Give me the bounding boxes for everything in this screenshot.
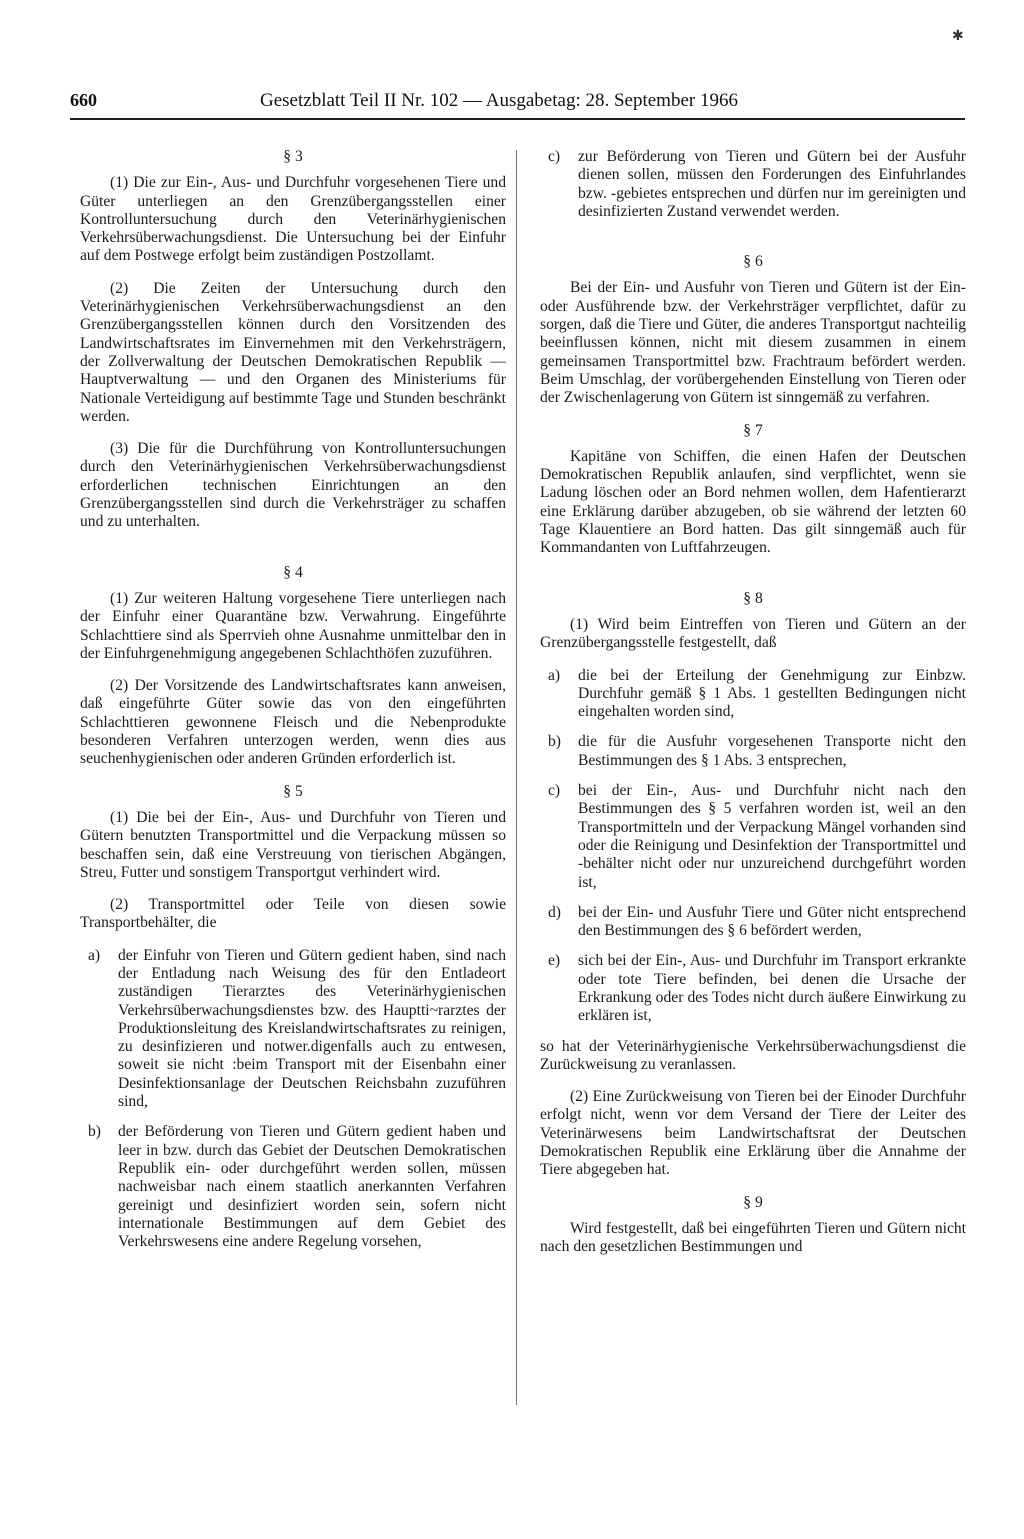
section-8-paragraph-1-conclusion: so hat der Veterinärhygienische Verkehrsüberwachungsdienst die Zurückweisung zu veranlassen. xyxy=(540,1037,966,1073)
section-8-title: § 8 xyxy=(743,589,763,607)
section-4-paragraph-1: (1) Zur weiteren Haltung vorgesehene Tiere unterliegen nach der Einfuhr einer Quarantäne bzw. Verwahrung. Eingeführte Schlachttiere sind als Sperrvieh ohne Ausnahme unmittelbar den in der Einfuhrgenehmigung angegebenen Schlachthöfen zuzuführen. xyxy=(80,589,506,662)
section-8-item-c xyxy=(548,782,966,892)
item-label: d) xyxy=(548,903,561,921)
section-3-title: § 3 xyxy=(283,148,303,165)
item-text: zur Beförderung von Tieren und Gütern bei der Ausfuhr dienen sollen, müssen den Forderungen des Einfuhrlandes bzw. -gebietes entsprechen und dürfen nur im gereinigten und desinfizierten Zustand verwendet werden. xyxy=(578,148,966,220)
section-8-paragraph-1: (1) Wird beim Eintreffen von Tieren und Gütern an der Grenzübergangsstelle festgestellt, daß xyxy=(540,615,966,652)
item-label: a) xyxy=(88,946,101,964)
section-9-title: § 9 xyxy=(743,1193,763,1211)
section-5-paragraph-2: (2) Transportmittel oder Teile von diesen sowie Transportbehälter, die xyxy=(80,896,506,932)
header-title: Gesetzblatt Teil II Nr. 102 — Ausgabetag: 28. September 1966 xyxy=(260,90,738,111)
item-text: bei der Ein-, Aus- und Durchfuhr nicht nach den Bestimmungen des § 5 verfahren worden ist, weil an den Transportmitteln und der Verpackung Mängel vorhanden sind oder die Reinigung und Desinfektion der Transportmittel und -behälter nicht oder nur unzureichend durchgeführt worden ist, xyxy=(578,782,966,891)
section-5-title: § 5 xyxy=(283,782,303,800)
item-text: die bei der Erteilung der Genehmigung zur Einbzw. Durchfuhr gemäß § 1 Abs. 1 gestellten Bedingungen nicht eingehalten worden sind, xyxy=(578,666,966,721)
section-5-item-b xyxy=(88,1123,506,1251)
section-3-paragraph-1: (1) Die zur Ein-, Aus- und Durchfuhr vorgesehenen Tiere und Güter unterliegen an den Grenzübergangsstellen einer Kontrolluntersuchung durch den Veterinärhygienischen Verkehrsüberwachungsdienst. Die Untersuchung bei der Einfuhr auf dem Postwege erfolgt beim zuständigen Postzollamt. xyxy=(80,174,506,265)
item-text: sich bei der Ein-, Aus- und Durchfuhr im Transport erkrankte oder tote Tiere befinden, bei denen die Ursache der Erkrankung oder des Todes nicht durch äußere Einwirkung zu erklären ist, xyxy=(578,952,966,1025)
right-column xyxy=(540,148,966,1271)
page-number: 660 xyxy=(70,90,97,110)
section-8-paragraph-2: (2) Eine Zurückweisung von Tieren bei der Einoder Durchfuhr erfolgt nicht, wenn vor dem Versand der Tiere der Leiter des Veterinärwesens beim Landwirtschaftsrat der Deutschen Demokratischen Republik eine Erklärung über die Annahme der Tiere abgegeben hat. xyxy=(540,1088,966,1179)
item-label: b) xyxy=(548,733,561,751)
section-7-title: § 7 xyxy=(743,421,763,439)
column-divider xyxy=(516,150,517,1405)
item-text: die für die Ausfuhr vorgesehenen Transporte nicht den Bestimmungen des § 1 Abs. 3 entsprechen, xyxy=(578,733,966,769)
section-3-paragraph-3: (3) Die für die Durchführung von Kontrolluntersuchungen durch den Veterinärhygienischen Verkehrsüberwachungsdienst erforderlichen technischen Einrichtungen an den Grenzübergangsstellen sind durch die Verkehrsträger zu schaffen und zu unterhalten. xyxy=(80,440,506,531)
section-5-item-a xyxy=(88,947,506,1112)
section-5-item-c xyxy=(548,148,966,221)
page-header xyxy=(70,90,965,116)
item-text: der Einfuhr von Tieren und Gütern gedient haben, sind nach der Entladung nach Weisung des für den Entladeort zuständigen Tierarztes des Veterinärhygienischen Verkehrsüberwachungsdienstes bzw. des Hauptti~rarztes der Produktionsleitung des Kreislandwirtschaftsrates zu reinigen, zu desinfizieren und notwer.digenfalls auch zu entwesen, soweit sie nicht :beim Transport mit der Eisenbahn einer Desinfektionsanlage der Deutschen Reichsbahn zuzuführen sind, xyxy=(118,946,506,1111)
ink-speck-mark: ✱ xyxy=(952,28,964,44)
item-label: b) xyxy=(88,1123,101,1141)
item-text: bei der Ein- und Ausfuhr Tiere und Güter nicht entsprechend den Bestimmungen des § 6 befördert werden, xyxy=(578,903,966,940)
item-label: a) xyxy=(548,666,561,684)
section-8-item-e xyxy=(548,952,966,1025)
section-4-title: § 4 xyxy=(283,563,303,581)
section-8-item-a xyxy=(548,667,966,722)
section-7-paragraph-1: Kapitäne von Schiffen, die einen Hafen der Deutschen Demokratischen Republik anlaufen, sind verpflichtet, wenn sie Ladung löschen oder an Bord nehmen wollen, dem Hafentierarzt eine Erklärung darüber abzugeben, ob sie während der letzten 60 Tage Klauentiere an Bord hatten. Das gilt sinngemäß auch für Kommandanten von Luftfahrzeugen. xyxy=(540,447,966,557)
section-5-paragraph-1: (1) Die bei der Ein-, Aus- und Durchfuhr von Tieren und Gütern benutzten Transportmittel und die Verpackung müssen so beschaffen sein, daß eine Verstreuung von tierischen Abgängen, Streu, Futter und sonstigem Transportgut verhindert wird. xyxy=(80,808,506,881)
section-3-paragraph-2: (2) Die Zeiten der Untersuchung durch den Veterinärhygienischen Verkehrsüberwachungsdienst an den Grenzübergangsstellen können durch den Vorsitzenden des Landwirtschaftsrates im Einvernehmen mit den Verkehrsträgern, der Zollverwaltung der Deutschen Demokratischen Republik — Hauptverwaltung — und den Organen des Ministeriums für Nationale Verteidigung auf bestimmte Tage und Stunden beschränkt werden. xyxy=(80,279,506,425)
section-9-paragraph-1: Wird festgestellt, daß bei eingeführten Tieren und Gütern nicht nach den gesetzlichen Bestimmungen und xyxy=(540,1219,966,1256)
section-6-title: § 6 xyxy=(743,253,763,271)
header-rule xyxy=(70,118,965,120)
item-text: der Beförderung von Tieren und Gütern gedient haben und leer in bzw. durch das Gebiet der Deutschen Demokratischen Republik ein- oder durchgeführt werden sollen, müssen nachweisbar nach einem staatlich anerkannten Verfahren gereinigt und desinfiziert worden sein, sofern nicht internationale Bestimmungen auf dem Gebiet des Verkehrswesens eine andere Regelung vorsehen, xyxy=(118,1123,506,1251)
item-label: c) xyxy=(548,782,561,800)
left-column xyxy=(80,148,506,1263)
section-8-item-b xyxy=(548,733,966,770)
section-8-item-d xyxy=(548,904,966,941)
section-4-paragraph-2: (2) Der Vorsitzende des Landwirtschaftsrates kann anweisen, daß eingeführte Güter sowie das von den eingeführten Schlachttieren gewonnene Fleisch und die Nebenprodukte besonderen Verfahren unterzogen werden, wenn dies aus seuchenhygienischen oder anderen Gründen erforderlich ist. xyxy=(80,677,506,768)
section-6-paragraph-1: Bei der Ein- und Ausfuhr von Tieren und Gütern ist der Ein- oder Ausführende bzw. der Verkehrsträger verpflichtet, dafür zu sorgen, daß die Tiere und Güter, die anderes Transportgut nachteilig beeinflussen können, nicht mit diesem zusammen in einem gemeinsamen Transportmittel bzw. Frachtraum befördert werden. Beim Umschlag, der vorübergehenden Einstellung von Tieren oder der Zwischenlagerung von Gütern ist sinngemäß zu verfahren. xyxy=(540,279,966,407)
item-label: c) xyxy=(548,148,561,165)
item-label: e) xyxy=(548,952,561,970)
